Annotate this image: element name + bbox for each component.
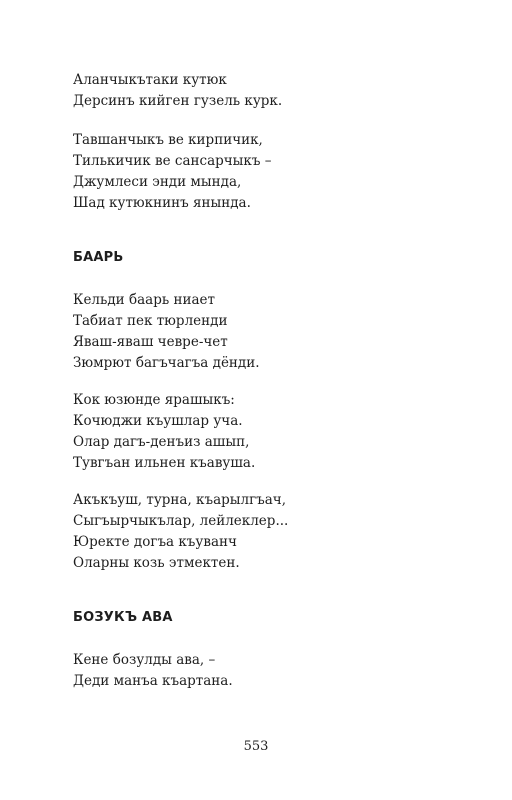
verse-line: Зюмрют багъчагъа дёнди. (73, 355, 260, 371)
verse-line: Тавшанчыкъ ве кирпичик, (73, 132, 263, 148)
verse-line: Юректе догъа къуванч (73, 534, 237, 550)
verse-line: Оларны козь этмектен. (73, 555, 240, 571)
verse-line: Аланчыкътаки кутюк (73, 72, 227, 88)
verse-line: Дерсинъ кийген гузель курк. (73, 93, 283, 109)
verse-line: Акъкъуш, турна, къарылгъач, (73, 492, 287, 508)
verse-line: Кок юзюнде ярашыкъ: (73, 392, 235, 408)
poem-title: БОЗУКЪ АВА (73, 610, 173, 625)
verse-line: Деди манъа къартана. (73, 673, 233, 689)
verse-line: Табиат пек тюрленди (73, 313, 228, 329)
page-number: 553 (243, 739, 269, 754)
verse-line: Олар дагъ-денъиз ашып, (73, 434, 250, 450)
verse-line: Кочюджи къушлар уча. (73, 413, 243, 429)
verse-line: Кельди баарь ниает (73, 292, 215, 308)
verse-line: Тувгъан ильнен къавуша. (73, 455, 256, 471)
verse-line: Джумлеси энди мында, (73, 174, 242, 190)
verse-line: Тилькичик ве сансарчыкъ – (73, 153, 272, 169)
verse-line: Шад кутюкнинъ янында. (73, 195, 251, 211)
verse-line: Кене бозулды ава, – (73, 652, 216, 668)
verse-line: Сыгъырчыкълар, лейлеклер... (73, 513, 289, 529)
verse-line: Яваш-яваш чевре-чет (73, 334, 228, 350)
poem-title: БААРЬ (73, 250, 124, 265)
